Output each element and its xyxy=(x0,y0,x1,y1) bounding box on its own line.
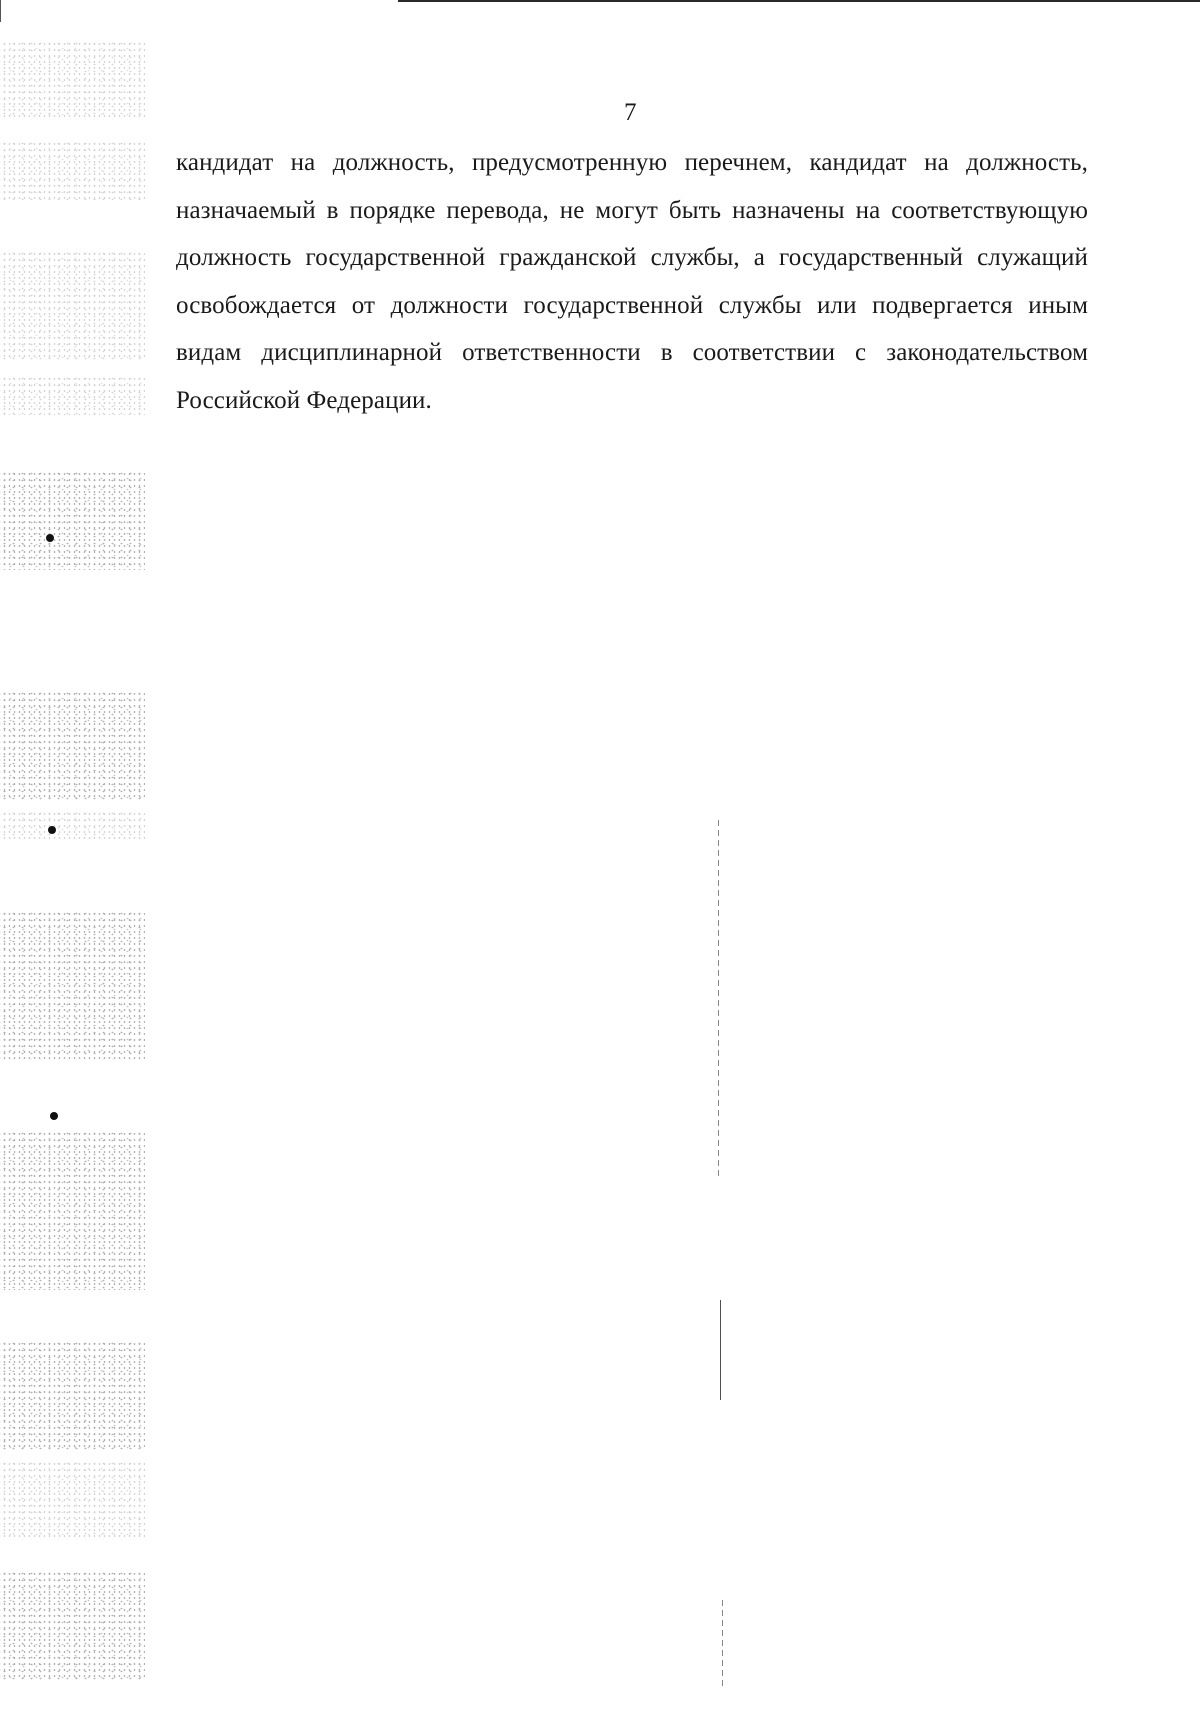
scan-noise xyxy=(0,470,145,570)
body-paragraph: кандидат на должность, предусмотренную перечнем, кандидат на должность, назначаемый в порядке перевода, не могут быть назначены на соответствующую должность государственной гражданской службы, а государственный служащий освобождается от должности государственной службы или подвергается иным видам дисциплинарной ответственности в соответствии с законодательством Российской Федерации. xyxy=(176,149,1088,414)
scan-noise xyxy=(0,1340,145,1450)
scan-noise xyxy=(0,1130,145,1290)
scan-artifact-line xyxy=(720,1300,721,1400)
scan-noise xyxy=(0,810,145,840)
scan-noise xyxy=(0,250,145,360)
left-edge-mark xyxy=(0,0,1,22)
scan-noise xyxy=(0,375,145,415)
binding-hole-mark xyxy=(48,826,56,834)
binding-hole-mark xyxy=(50,1112,58,1120)
scan-noise xyxy=(0,40,145,120)
scan-noise xyxy=(0,690,145,800)
scan-noise xyxy=(0,140,145,200)
scan-noise xyxy=(0,910,145,1060)
scan-noise xyxy=(0,1570,145,1680)
scan-artifact-line xyxy=(718,820,719,1180)
binding-hole-mark xyxy=(46,534,54,542)
page-number: 7 xyxy=(624,99,637,126)
top-border-rule xyxy=(398,0,1200,2)
scan-noise xyxy=(0,1460,145,1540)
scan-artifact-line xyxy=(722,1600,723,1690)
